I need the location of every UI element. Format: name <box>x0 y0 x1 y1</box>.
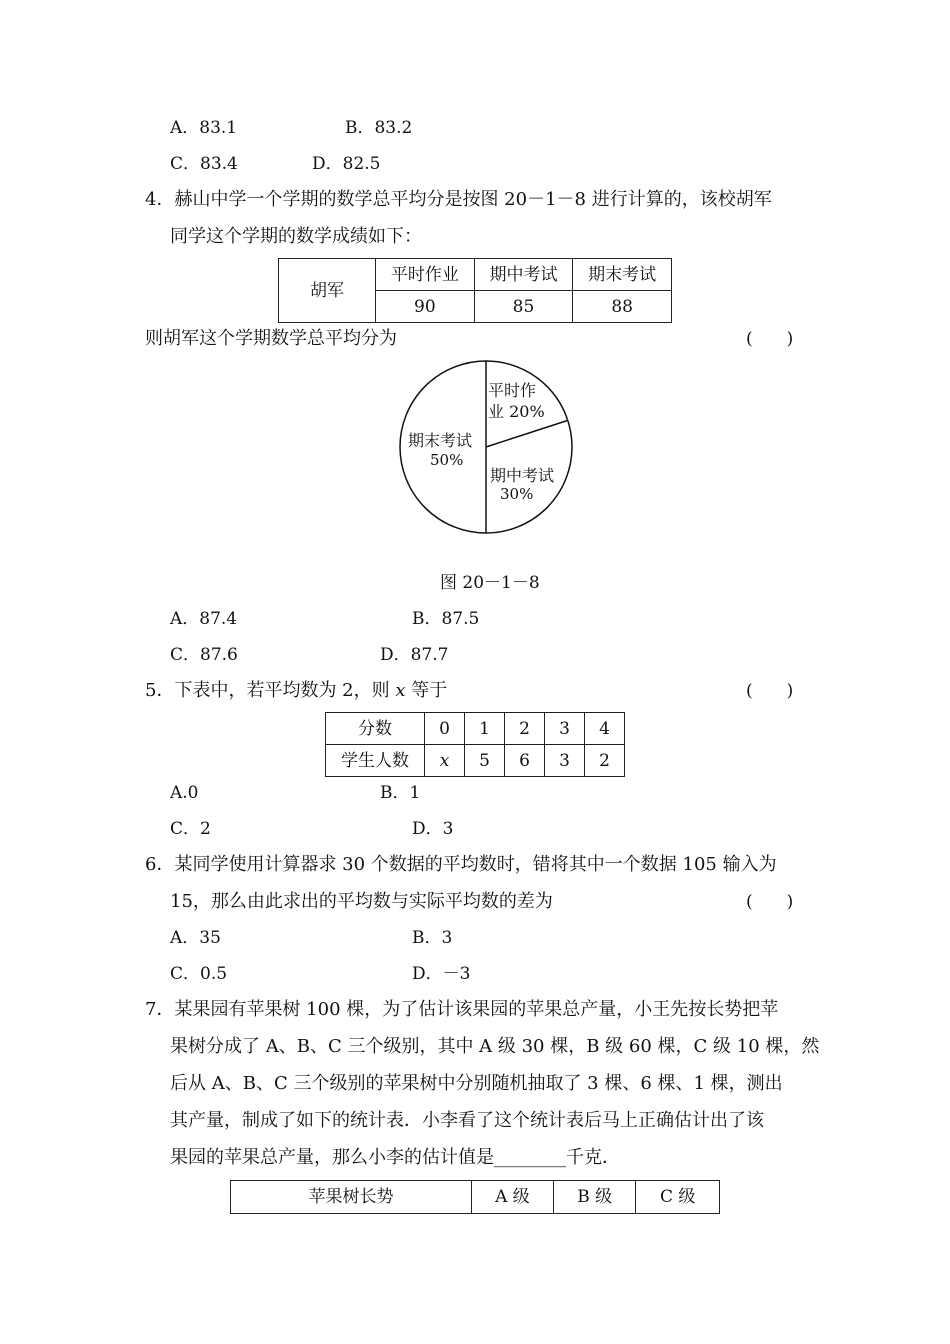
q6-answer-bracket: ( ) <box>746 892 794 912</box>
q4-question: 则胡军这个学期数学总平均分为 <box>145 328 397 349</box>
q7-line-1: 7．某果园有苹果树 100 棵，为了估计该果园的苹果总产量，小王先按长势把苹 <box>145 999 779 1020</box>
q4-line-2: 同学这个学期的数学成绩如下： <box>170 226 422 247</box>
q4-answer-bracket: ( ) <box>746 329 794 349</box>
q6-option-c: C．0.5 <box>170 964 228 984</box>
q6-line-2: 15，那么由此求出的平均数与实际平均数的差为 <box>170 891 553 912</box>
q4-score-table <box>278 258 672 323</box>
score-cell: 3 <box>545 713 585 745</box>
q5-option-a: A.0 <box>170 783 199 803</box>
count-cell: 5 <box>465 745 505 777</box>
q4-option-b: B．87.5 <box>412 609 480 629</box>
count-cell: 2 <box>585 745 625 777</box>
q3-option-c: C．83.4 <box>170 154 238 174</box>
slice-midterm-percent: 30% <box>500 485 534 503</box>
score-cell: 4 <box>585 713 625 745</box>
q5-text-before: 5．下表中，若平均数为 2，则 <box>145 680 390 701</box>
header-final: 期末考试 <box>573 259 672 291</box>
count-cell: x <box>425 745 465 777</box>
q5-text-after: 等于 <box>411 680 448 701</box>
q5-question <box>145 680 447 702</box>
q7-line-5: 果园的苹果总产量，那么小李的估计值是________千克． <box>170 1147 620 1168</box>
slice-homework-label-1: 平时作 <box>488 381 537 400</box>
figure-caption: 图 20－1－8 <box>440 573 540 593</box>
pie-chart <box>380 355 590 545</box>
slice-final-label: 期末考试 <box>408 431 473 450</box>
q6-line-1: 6．某同学使用计算器求 30 个数据的平均数时，错将其中一个数据 105 输入为 <box>145 854 777 875</box>
q6-option-b: B．3 <box>412 928 453 948</box>
slice-midterm-label: 期中考试 <box>490 466 555 485</box>
count-cell: 6 <box>505 745 545 777</box>
q7-line-3: 后从 A、B、C 三个级别的苹果树中分别随机抽取了 3 棵、6 棵、1 棵，测出 <box>170 1073 783 1094</box>
value-final: 88 <box>573 291 672 323</box>
pie-divider-right <box>486 420 568 447</box>
q3-option-a: A．83.1 <box>170 118 238 138</box>
q3-option-d: D．82.5 <box>312 154 381 174</box>
q5-option-c: C．2 <box>170 819 211 839</box>
header-growth: 苹果树长势 <box>231 1181 472 1214</box>
q5-option-b: B．1 <box>380 783 421 803</box>
row-label-count: 学生人数 <box>326 745 425 777</box>
q7-yield-table <box>230 1180 720 1214</box>
q4-option-a: A．87.4 <box>170 609 238 629</box>
score-cell: 1 <box>465 713 505 745</box>
value-midterm: 85 <box>474 291 573 323</box>
header-grade-b: B 级 <box>553 1181 635 1214</box>
header-grade-a: A 级 <box>472 1181 554 1214</box>
header-midterm: 期中考试 <box>474 259 573 291</box>
q6-option-d: D．－3 <box>412 964 471 984</box>
q5-variable: x <box>395 680 406 701</box>
q4-option-c: C．87.6 <box>170 645 238 665</box>
q7-line-2: 果树分成了 A、B、C 三个级别，其中 A 级 30 棵，B 级 60 棵，C 级 10 棵，然 <box>170 1036 820 1057</box>
slice-final-percent: 50% <box>430 451 464 469</box>
count-cell: 3 <box>545 745 585 777</box>
student-name-cell: 胡军 <box>279 259 376 323</box>
q7-line-4: 其产量，制成了如下的统计表．小李看了这个统计表后马上正确估计出了该 <box>170 1110 764 1131</box>
value-homework: 90 <box>376 291 475 323</box>
score-cell: 0 <box>425 713 465 745</box>
q4-option-d: D．87.7 <box>380 645 449 665</box>
header-grade-c: C 级 <box>636 1181 720 1214</box>
row-label-score: 分数 <box>326 713 425 745</box>
score-cell: 2 <box>505 713 545 745</box>
header-homework: 平时作业 <box>376 259 475 291</box>
q5-answer-bracket: ( ) <box>746 681 794 701</box>
q6-option-a: A．35 <box>170 928 221 948</box>
q3-option-b: B．83.2 <box>345 118 413 138</box>
q5-option-d: D．3 <box>412 819 454 839</box>
q5-frequency-table <box>325 712 625 777</box>
slice-homework-label-2: 业 20% <box>488 402 545 421</box>
q4-line-1: 4．赫山中学一个学期的数学总平均分是按图 20－1－8 进行计算的，该校胡军 <box>145 189 772 210</box>
